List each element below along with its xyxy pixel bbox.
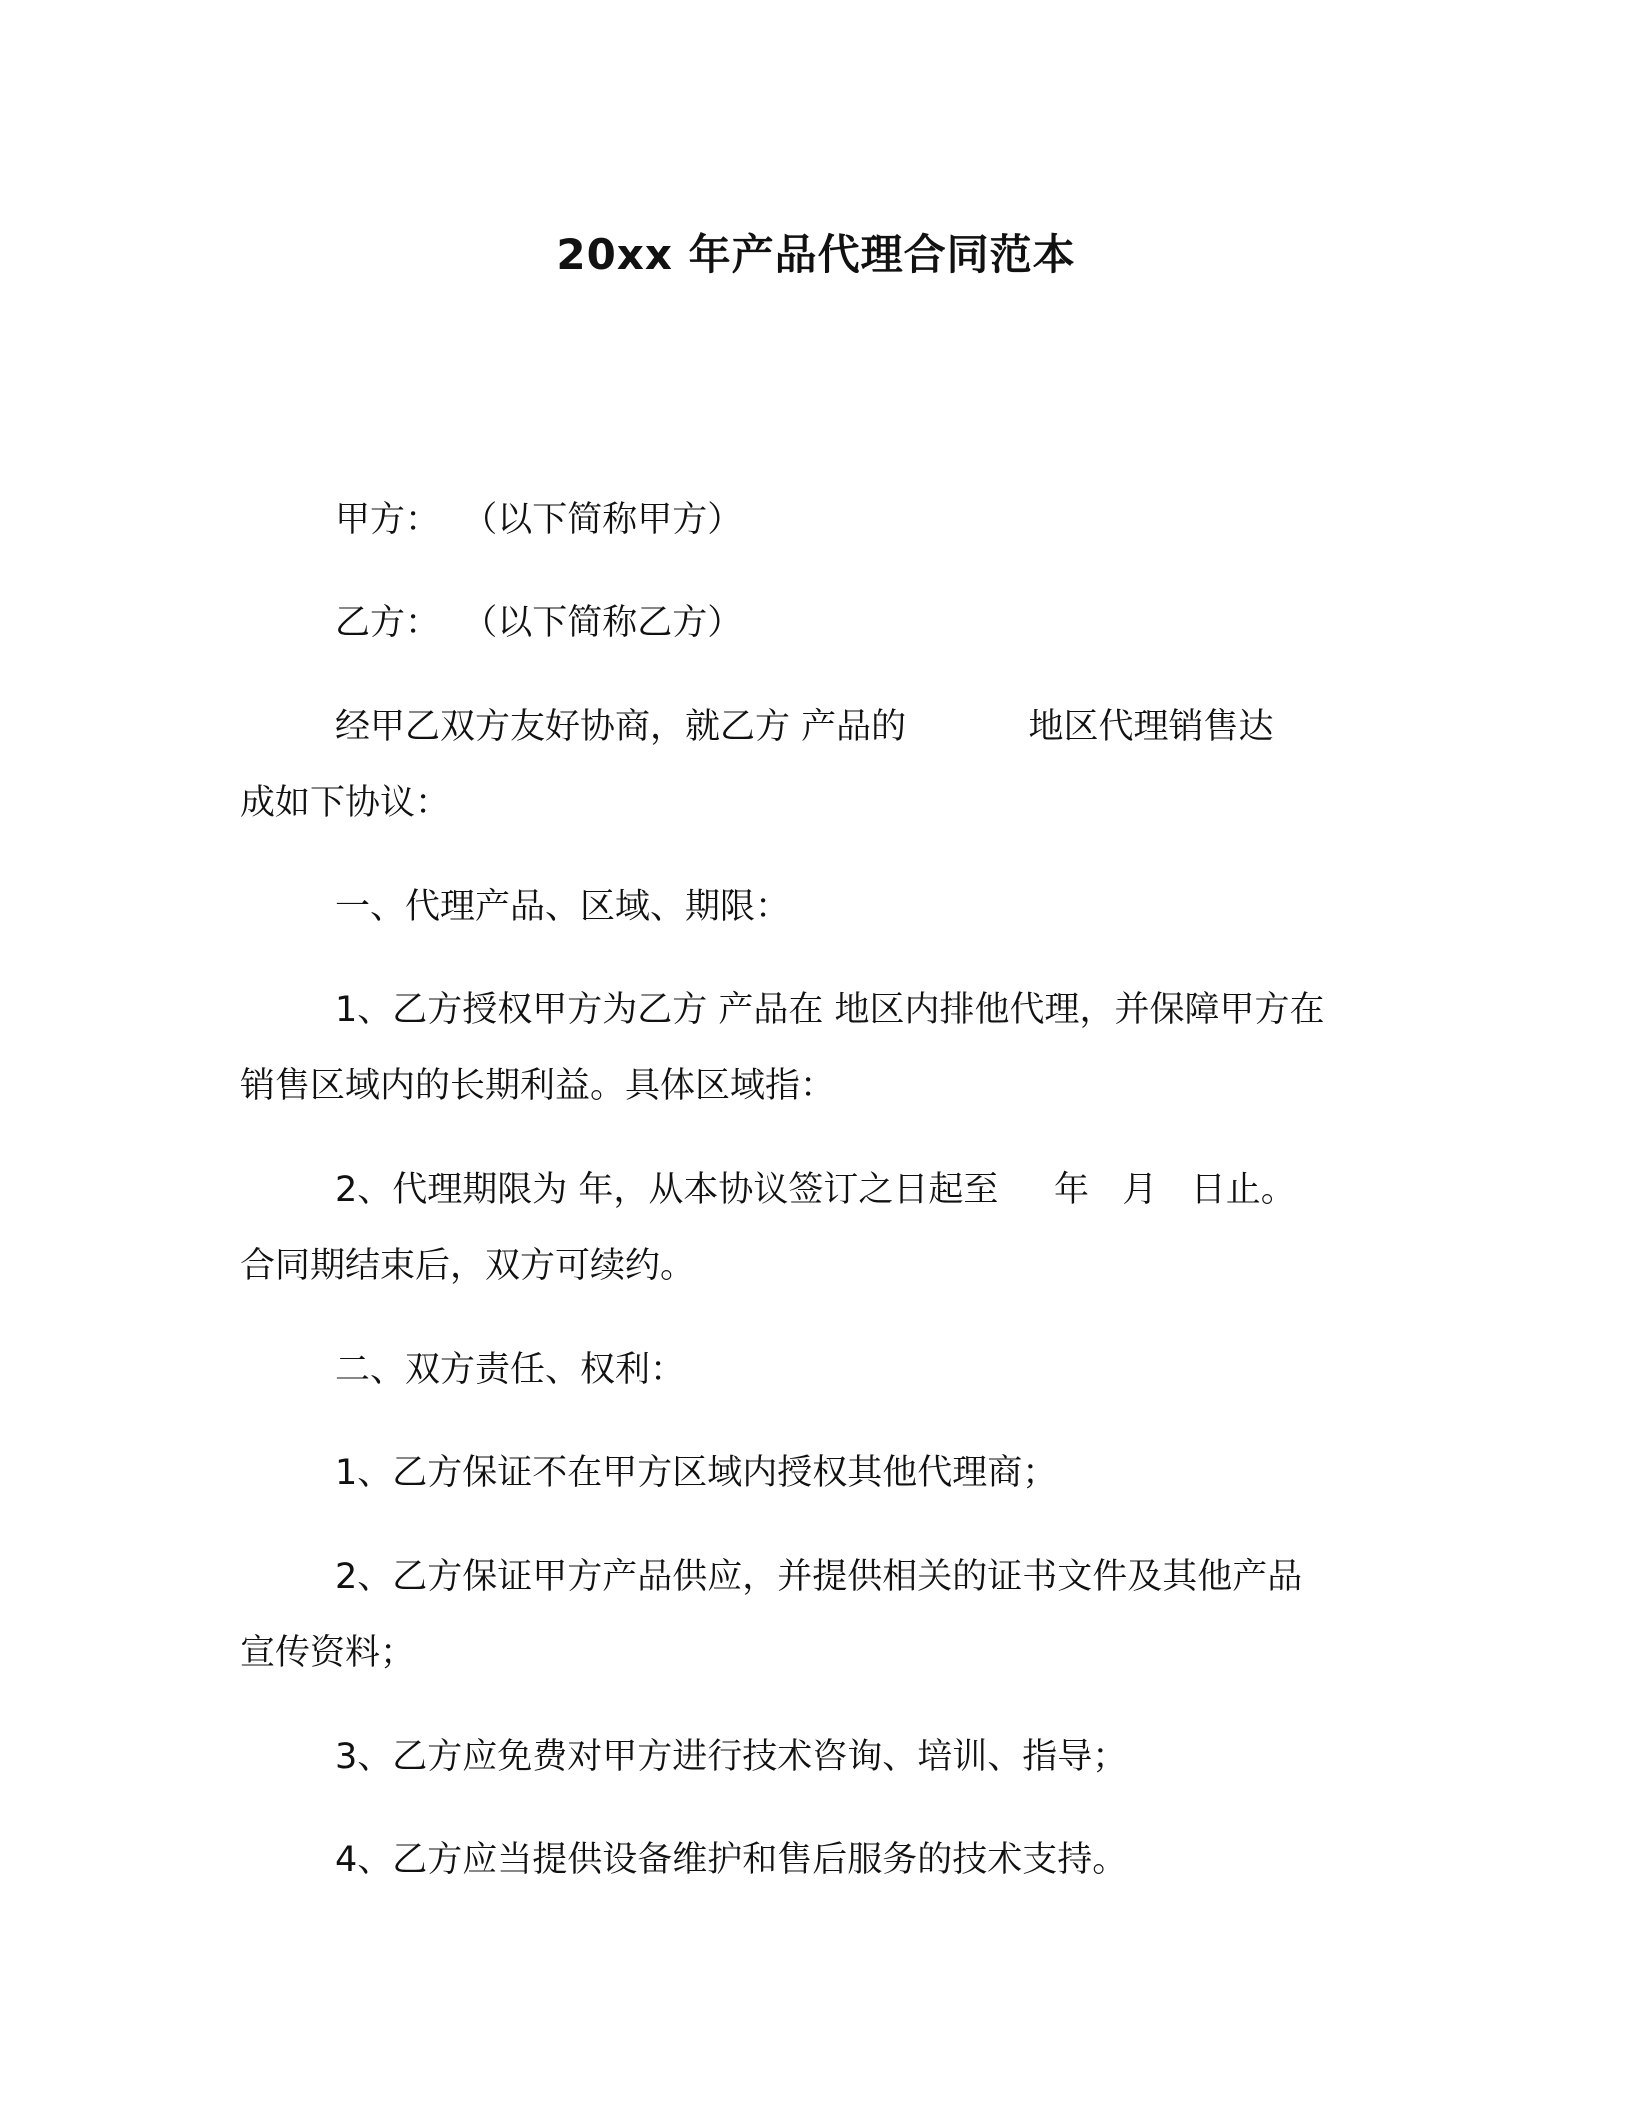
clause-2-2-line-2: 宣传资料； [240,1633,416,1673]
preamble-line-2: 成如下协议： [240,783,451,823]
party-b-line: 乙方： （以下简称乙方） [335,603,743,643]
clause-1-1-line-1: 1、乙方授权甲方为乙方 产品在 地区内排他代理，并保障甲方在 [335,990,1325,1030]
document-title: 20xx 年产品代理合同范本 [556,230,1076,279]
party-a-line: 甲方： （以下简称甲方） [335,500,743,540]
preamble-line-1: 经甲乙双方友好协商，就乙方 产品的 地区代理销售达 [335,707,1274,747]
clause-2-2-line-1: 2、乙方保证甲方产品供应，并提供相关的证书文件及其他产品 [335,1557,1303,1597]
clause-1-2-line-1: 2、代理期限为 年，从本协议签订之日起至 年 月 日止。 [335,1170,1296,1210]
clause-1-1-line-2: 销售区域内的长期利益。具体区域指： [240,1066,836,1106]
clause-2-3: 3、乙方应免费对甲方进行技术咨询、培训、指导； [335,1737,1128,1777]
section-1-heading: 一、代理产品、区域、期限： [335,887,791,927]
clause-1-2-line-2: 合同期结束后，双方可续约。 [240,1246,696,1286]
clause-2-1: 1、乙方保证不在甲方区域内授权其他代理商； [335,1453,1058,1493]
clause-2-4: 4、乙方应当提供设备维护和售后服务的技术支持。 [335,1840,1128,1880]
section-2-heading: 二、双方责任、权利： [335,1350,686,1390]
